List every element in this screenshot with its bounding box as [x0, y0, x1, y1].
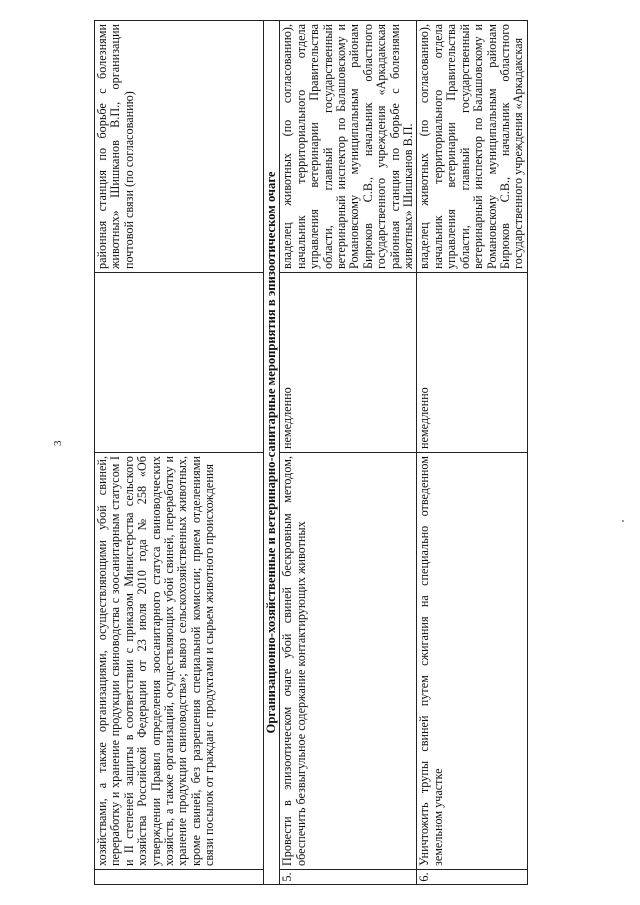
rotated-page-content: [94, 20, 526, 885]
table-row: [417, 21, 527, 885]
responsible-cell: владелец животных (по согласованию), начальник территориального отдела управления ветеринарии Правительства области, главный государственный ветеринарный инспектор по Балашовскому и Романовскому муниципальным районам Бирюков С.В., начальник областного государственного учреждения «Аркадакская: [417, 21, 527, 273]
section-header-row: [264, 21, 280, 885]
row-number-cell: [95, 870, 264, 885]
term-cell: немедленно: [280, 273, 417, 453]
section-title: Организационно-хозяйственные и ветеринарно-санитарные мероприятия в эпизоотическом очаге: [264, 21, 280, 885]
responsible-cell: владелец животных (по согласованию), начальник территориального отдела управления ветеринарии Правительства области, главный государственный ветеринарный инспектор по Балашовскому и Романовскому муниципальным районам Бирюков С.В., начальник областного государственного учреждения «Аркадакская районная станция по борьбе с болезнями животных» Шишканов В.П.: [280, 21, 417, 273]
action-cell: Уничтожить трупы свиней путем сжигания на специально отведенном земельном участке: [417, 453, 527, 870]
action-plan-table: [94, 20, 528, 885]
term-cell: немедленно: [417, 273, 527, 453]
action-cell: хозяйствами, а также организациями, осуществляющими убой свиней, переработку и хранение продукции свиноводства с зоосанитарным статусом I и II степеней защиты в соответствии с приказом Министерства сельского хозяйства Российской Федерации от 23 июля 2010 года № 258 «Об утверждении Правил определения зоосанитарного статуса свиноводческих хозяйств, а также организаций, осуществляющих убой свиней, переработку и хранение продукции свиноводства»; вывоз сельскохозяйственных животных, кроме свиней, без разрешения специальной комиссии; прием отделениями связи посылок от граждан с продуктами и сырьем животного происхождения: [95, 453, 264, 870]
action-cell: Провести в эпизоотическом очаге убой свиней бескровным методом, обеспечить безвыгульное содержание контактирующих животных: [280, 453, 417, 870]
row-number-cell: 6.: [417, 870, 527, 885]
page-number: 3: [52, 440, 64, 446]
responsible-cell: районная станция по борьбе с болезнями животных» Шишканов В.П., организации почтовой связи (по согласованию): [95, 21, 264, 273]
term-cell: [95, 273, 264, 453]
scan-mark: [622, 520, 624, 522]
table-row: [280, 21, 417, 885]
table-row: [95, 21, 264, 885]
row-number-cell: 5.: [280, 870, 417, 885]
